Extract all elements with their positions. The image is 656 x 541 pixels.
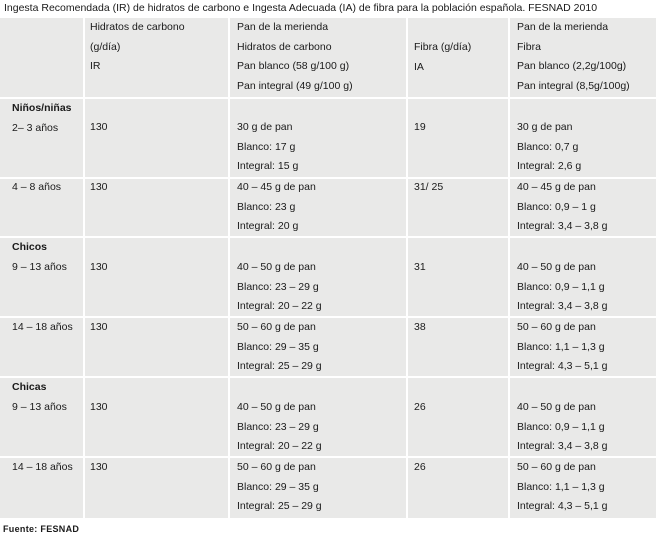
header-line: Pan de la merienda bbox=[237, 21, 329, 33]
pan-fibra-values bbox=[517, 398, 607, 457]
header-line: IR bbox=[90, 60, 101, 73]
row-label bbox=[12, 178, 61, 198]
row-divider bbox=[0, 97, 656, 99]
value-line: Blanco: 23 g bbox=[237, 200, 296, 213]
age-label: 2– 3 años bbox=[12, 121, 59, 134]
pan-fibra-values bbox=[517, 178, 607, 237]
ir-text: 130 bbox=[90, 261, 108, 273]
row-label bbox=[12, 99, 72, 138]
value-line: 40 – 50 g de pan bbox=[237, 401, 316, 413]
header-line: Hidratos de carbono bbox=[90, 21, 185, 33]
value-line: Integral: 20 – 22 g bbox=[237, 440, 322, 453]
ir-value bbox=[90, 258, 108, 278]
header-hc-ir bbox=[90, 18, 185, 77]
age-label: 9 – 13 años bbox=[12, 260, 67, 273]
value-line: 40 – 50 g de pan bbox=[517, 261, 596, 273]
header-line: Fibra (g/día) bbox=[414, 41, 472, 53]
value-line: Integral: 20 g bbox=[237, 220, 299, 233]
header-line: Fibra bbox=[517, 40, 541, 53]
ir-text: 130 bbox=[90, 121, 108, 133]
value-line: Blanco: 1,1 – 1,3 g bbox=[517, 340, 605, 353]
column-divider bbox=[406, 18, 408, 518]
value-line: Integral: 3,4 – 3,8 g bbox=[517, 300, 608, 313]
value-line: 30 g de pan bbox=[237, 121, 293, 133]
value-line: Blanco: 29 – 35 g bbox=[237, 480, 319, 493]
header-line: Pan integral (8,5g/100g) bbox=[517, 79, 630, 92]
header-line: Hidratos de carbono bbox=[237, 40, 332, 53]
value-line: Blanco: 0,9 – 1 g bbox=[517, 200, 596, 213]
value-line: Integral: 4,3 – 5,1 g bbox=[517, 360, 608, 373]
age-label: 9 – 13 años bbox=[12, 400, 67, 413]
age-label: 4 – 8 años bbox=[12, 181, 62, 193]
ir-text: 130 bbox=[90, 401, 108, 413]
column-divider bbox=[508, 18, 510, 518]
pan-fibra-values bbox=[517, 258, 607, 317]
value-line: Integral: 2,6 g bbox=[517, 160, 582, 173]
header-line: Pan blanco (2,2g/100g) bbox=[517, 60, 627, 73]
value-line: Blanco: 0,9 – 1,1 g bbox=[517, 420, 605, 433]
ia-text: 31/ 25 bbox=[414, 181, 444, 193]
row-label bbox=[12, 458, 73, 478]
pan-hc-values bbox=[237, 398, 322, 457]
value-line: Blanco: 0,9 – 1,1 g bbox=[517, 280, 605, 293]
header-line: (g/día) bbox=[90, 40, 121, 53]
value-line: 30 g de pan bbox=[517, 121, 573, 133]
value-line: Integral: 20 – 22 g bbox=[237, 300, 322, 313]
ir-value bbox=[90, 118, 108, 138]
header-line: Pan integral (49 g/100 g) bbox=[237, 79, 353, 92]
pan-hc-values bbox=[237, 318, 322, 377]
value-line: Blanco: 1,1 – 1,3 g bbox=[517, 480, 605, 493]
ir-text: 130 bbox=[90, 181, 108, 193]
ia-value bbox=[414, 398, 426, 418]
ir-text: 130 bbox=[90, 461, 108, 473]
value-line: Integral: 4,3 – 5,1 g bbox=[517, 500, 608, 513]
header-line: Pan de la merienda bbox=[517, 21, 609, 33]
value-line: 50 – 60 g de pan bbox=[237, 321, 316, 333]
group-label: Chicas bbox=[12, 381, 47, 393]
value-line: Blanco: 29 – 35 g bbox=[237, 340, 319, 353]
ir-text: 130 bbox=[90, 321, 108, 333]
pan-fibra-values bbox=[517, 118, 581, 177]
ir-value bbox=[90, 318, 108, 338]
ia-value bbox=[414, 458, 426, 478]
pan-hc-values bbox=[237, 118, 298, 177]
ia-value bbox=[414, 178, 443, 198]
pan-hc-values bbox=[237, 458, 322, 517]
ia-value bbox=[414, 118, 426, 138]
value-line: Integral: 15 g bbox=[237, 160, 299, 173]
pan-hc-values bbox=[237, 178, 316, 237]
ia-text: 38 bbox=[414, 321, 426, 333]
ir-value bbox=[90, 458, 108, 478]
value-line: Blanco: 23 – 29 g bbox=[237, 420, 319, 433]
source-caption: Fuente: FESNAD bbox=[3, 524, 80, 534]
value-line: Blanco: 23 – 29 g bbox=[237, 280, 319, 293]
row-label bbox=[12, 318, 73, 338]
header-line: IA bbox=[414, 60, 424, 73]
group-label: Chicos bbox=[12, 241, 48, 253]
ia-text: 26 bbox=[414, 401, 426, 413]
header-pan-hc bbox=[237, 18, 353, 96]
ir-value bbox=[90, 178, 108, 198]
header-pan-fibra bbox=[517, 18, 630, 96]
age-label: 14 – 18 años bbox=[12, 461, 73, 473]
value-line: Integral: 25 – 29 g bbox=[237, 360, 322, 373]
value-line: Integral: 25 – 29 g bbox=[237, 500, 322, 513]
value-line: 40 – 45 g de pan bbox=[237, 181, 316, 193]
pan-fibra-values bbox=[517, 318, 607, 377]
ir-value bbox=[90, 398, 108, 418]
value-line: 50 – 60 g de pan bbox=[517, 321, 596, 333]
value-line: Integral: 3,4 – 3,8 g bbox=[517, 220, 608, 233]
header-line: Pan blanco (58 g/100 g) bbox=[237, 60, 350, 73]
value-line: 40 – 50 g de pan bbox=[517, 401, 596, 413]
table-title: Ingesta Recomendada (IR) de hidratos de carbono e Ingesta Adecuada (IA) de fibra para la población española. FESNAD 2010 bbox=[4, 2, 598, 14]
value-line: 40 – 50 g de pan bbox=[237, 261, 316, 273]
value-line: 50 – 60 g de pan bbox=[517, 461, 596, 473]
row-label bbox=[12, 378, 67, 417]
header-fibra-ia bbox=[414, 38, 471, 77]
ia-text: 31 bbox=[414, 261, 426, 273]
pan-hc-values bbox=[237, 258, 322, 317]
age-label: 14 – 18 años bbox=[12, 321, 73, 333]
ia-text: 26 bbox=[414, 461, 426, 473]
value-line: Blanco: 17 g bbox=[237, 140, 296, 153]
column-divider bbox=[228, 18, 230, 518]
row-label bbox=[12, 238, 67, 277]
column-divider bbox=[83, 18, 85, 518]
ia-value bbox=[414, 258, 426, 278]
value-line: Blanco: 0,7 g bbox=[517, 140, 579, 153]
value-line: 40 – 45 g de pan bbox=[517, 181, 596, 193]
value-line: 50 – 60 g de pan bbox=[237, 461, 316, 473]
value-line: Integral: 3,4 – 3,8 g bbox=[517, 440, 608, 453]
ia-text: 19 bbox=[414, 121, 426, 133]
pan-fibra-values bbox=[517, 458, 607, 517]
group-label: Niños/niñas bbox=[12, 102, 72, 114]
ia-value bbox=[414, 318, 426, 338]
